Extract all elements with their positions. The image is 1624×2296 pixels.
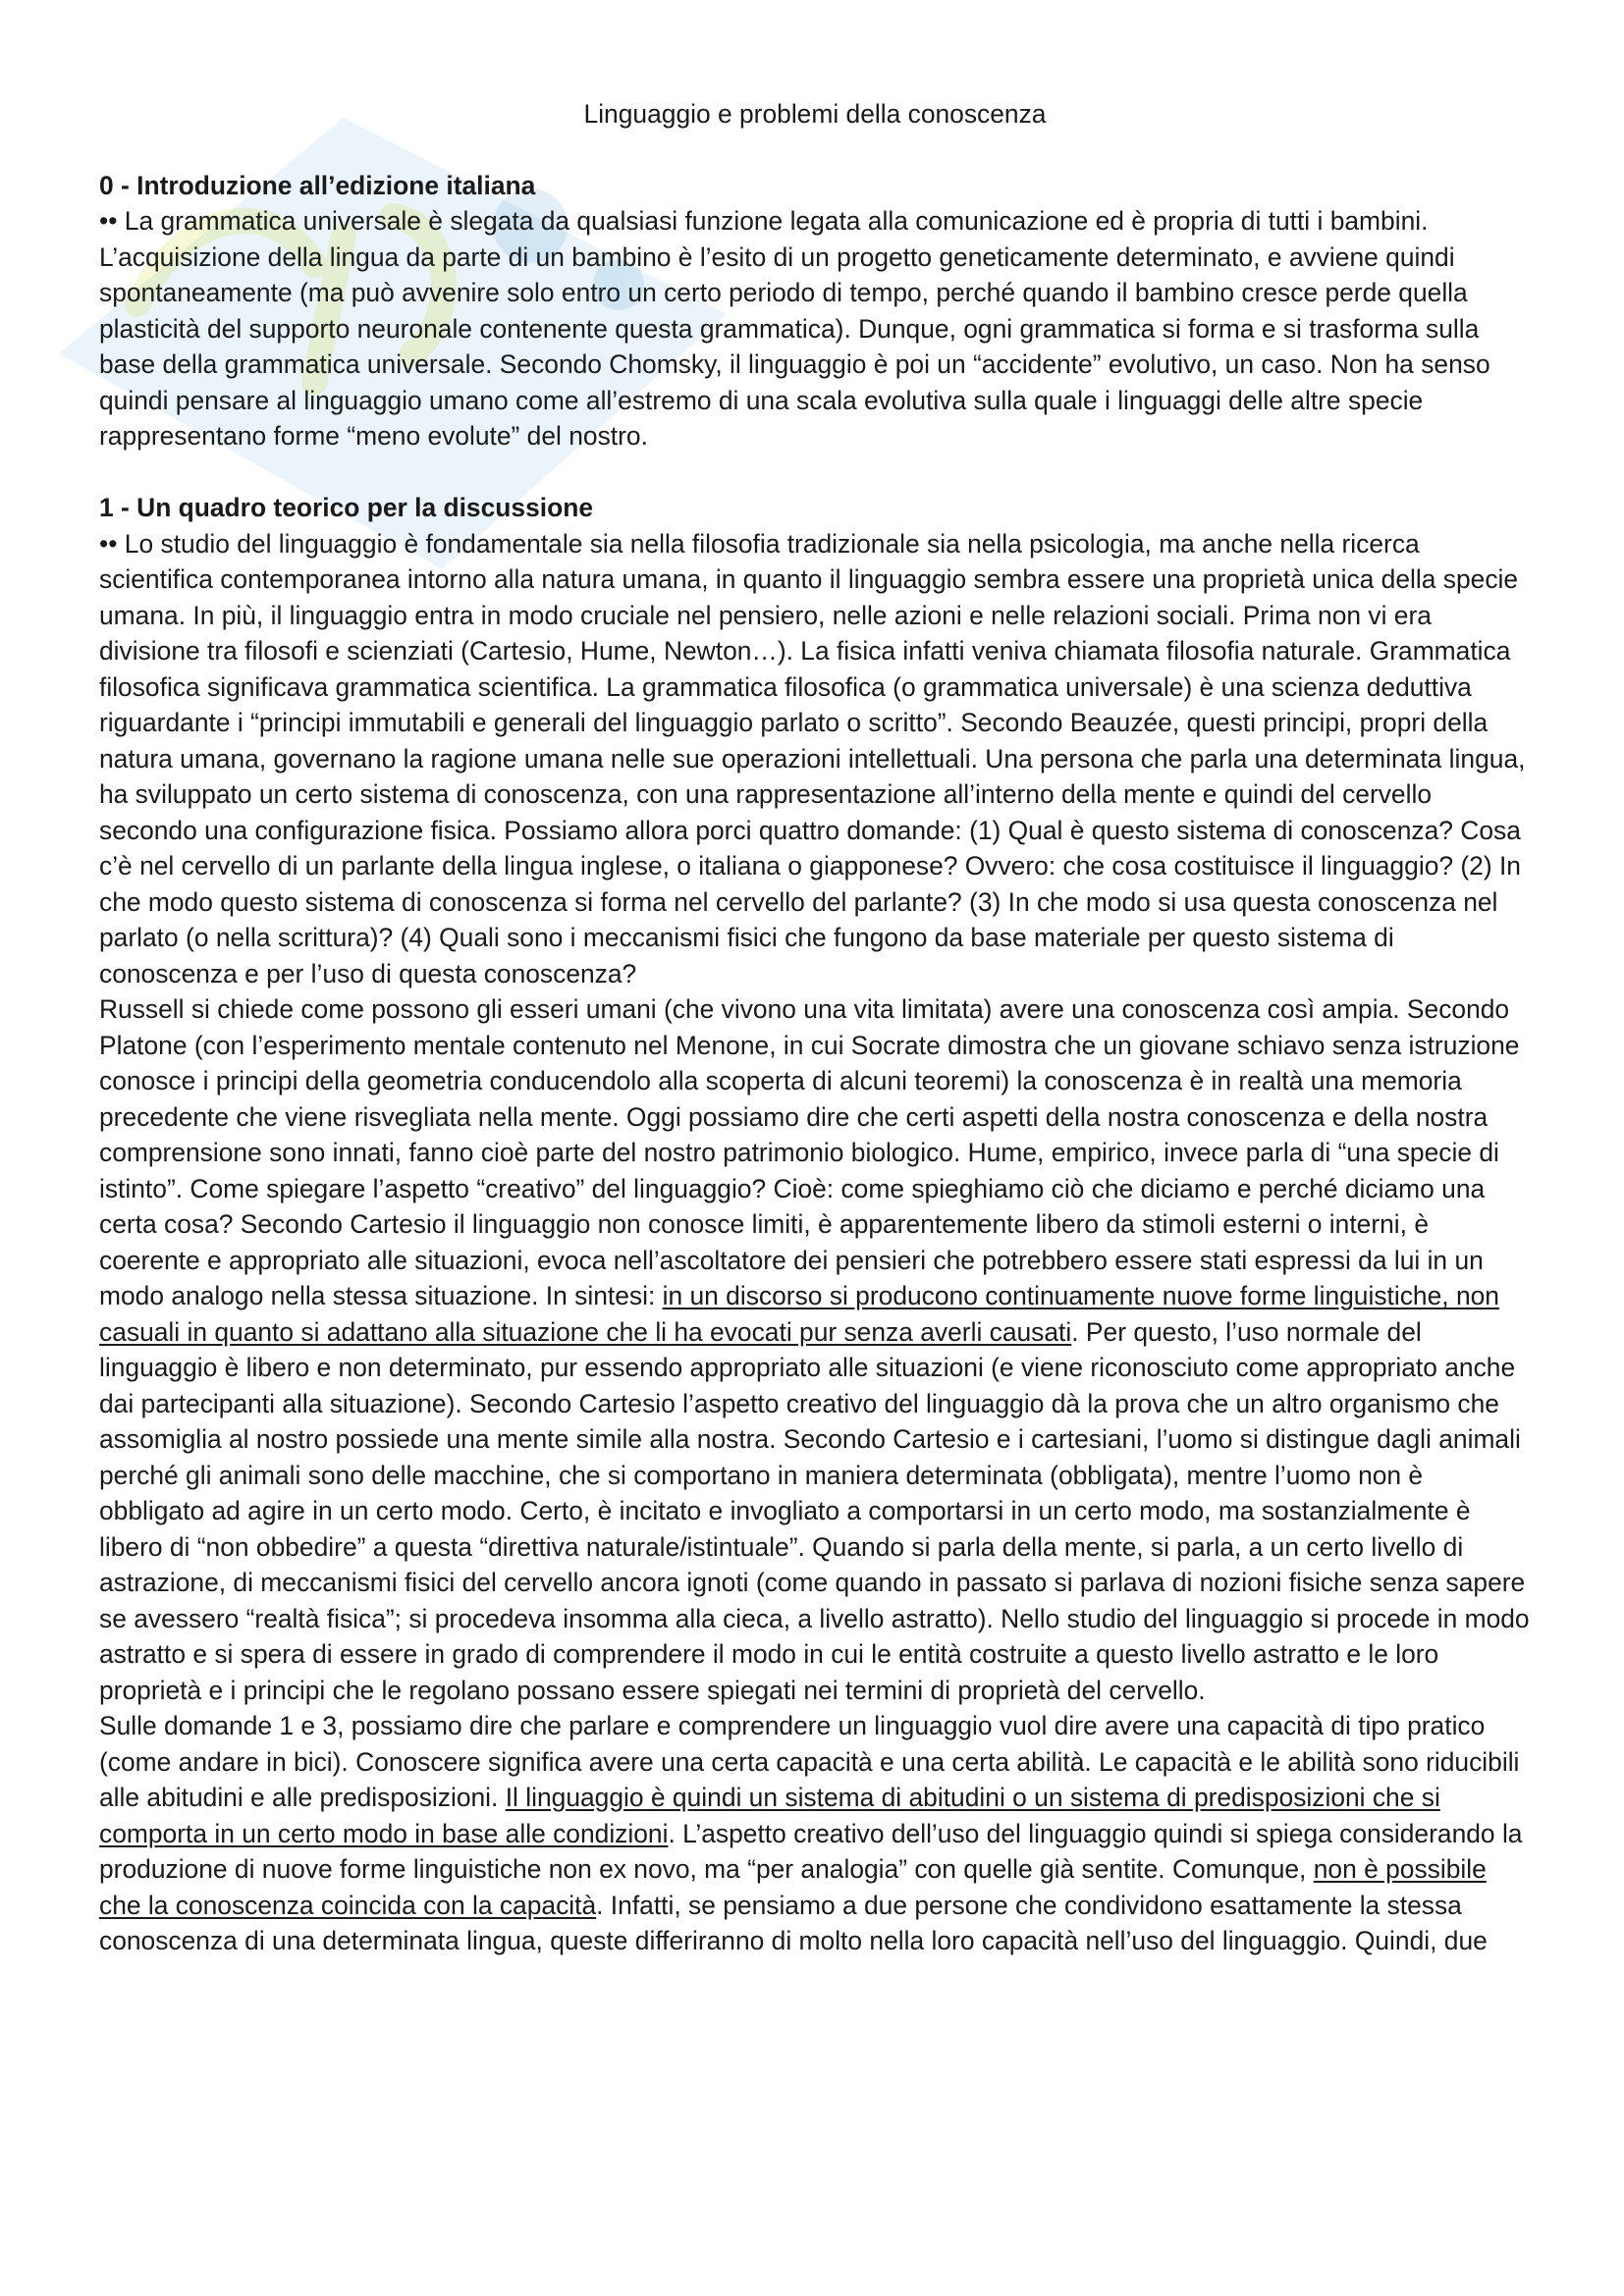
section-1-paragraph-3 [99,1708,1531,1959]
section-1-heading: 1 - Un quadro teorico per la discussione [99,493,593,522]
paragraph-3-text-b: . L’aspetto creativo dell’uso del linguaggio quindi si spiega considerando la produzione di nuove forme linguistiche non ex novo, ma “per analogia” con quelle già sentite. Comunque, [99,1818,1523,1884]
underlined-passage-3: non è possibile che la conoscenza coincida con la capacità [99,1854,1487,1920]
document-page [99,96,1531,1959]
section-1-paragraph-1: •• Lo studio del linguaggio è fondamentale sia nella filosofia tradizionale sia nella psicologia, ma anche nella ricerca scientifica contemporanea intorno alla natura umana, in quanto il linguaggio sembra essere una proprietà unica della specie umana. In più, il linguaggio entra in modo cruciale nel pensiero, nelle azioni e nelle relazioni sociali. Prima non vi era divisione tra filosofi e scienziati (Cartesio, Hume, Newton…). La fisica infatti veniva chiamata filosofia naturale. Grammatica filosofica significava grammatica scientifica. La grammatica filosofica (o grammatica universale) è una scienza deduttiva riguardante i “principi immutabili e generali del linguaggio parlato o scritto”. Secondo Beauzée, questi principi, propri della natura umana, governano la ragione umana nelle sue operazioni intellettuali. Una persona che parla una determinata lingua, ha sviluppato un certo sistema di conoscenza, con una rappresentazione all’interno della mente e quindi del cervello secondo una configurazione fisica. Possiamo allora porci quattro domande: (1) Qual è questo sistema di conoscenza? Cosa c’è nel cervello di un parlante della lingua inglese, o italiana o giapponese? Ovvero: che cosa costituisce il linguaggio? (2) In che modo questo sistema di conoscenza si forma nel cervello del parlante? (3) In che modo si usa questa conoscenza nel parlato (o nella scrittura)? (4) Quali sono i meccanismi fisici che fungono da base materiale per questo sistema di conoscenza e per l’uso di questa conoscenza? [99,528,1526,988]
section-spacer [99,454,1531,491]
paragraph-2-text-a: Russell si chiede come possono gli esseri umani (che vivono una vita limitata) avere una conoscenza così ampia. Secondo Platone (con l’esperimento mentale contenuto nel Menone, in cui Socrate dimostra che un giovane schiavo senza istruzione conosce i principi della geometria conducendolo alla scoperta di alcuni teoremi) la conoscenza è in realtà una memoria precedente che viene risvegliata nella mente. Oggi possiamo dire che certi aspetti della nostra conoscenza e della nostra comprensione sono innati, fanno cioè parte del nostro patrimonio biologico. Hume, empirico, invece parla di “una specie di istinto”. Come spiegare l’aspetto “creativo” del linguaggio? Cioè: come spieghiamo ciò che diciamo e perché diciamo una certa cosa? Secondo Cartesio il linguaggio non conosce limiti, è apparentemente libero da stimoli esterni o interni, è coerente e appropriato alle situazioni, evoca nell’ascoltatore dei pensieri che potrebbero essere stati espressi da lui in un modo analogo nella stessa situazione. In sintesi: [99,994,1520,1310]
section-0-heading: 0 - Introduzione all’edizione italiana [99,170,536,200]
paragraph-3-text-a: Sulle domande 1 e 3, possiamo dire che parlare e comprendere un linguaggio vuol dire avere una capacità di tipo pratico (come andare in bici). Conoscere significa avere una certa capacità e una certa abilità. Le capacità e le abilità sono riducibili alle abitudini e alle predisposizioni. [99,1711,1520,1812]
section-0-paragraph: •• La grammatica universale è slegata da qualsiasi funzione legata alla comunicazione ed è propria di tutti i bambini. L’acquisizione della lingua da parte di un bambino è l’esito di un progetto geneticamente determinato, e avviene quindi spontaneamente (ma può avvenire solo entro un certo periodo di tempo, perché quando il bambino cresce perde quella plasticità del supporto neuronale contenente questa grammatica). Dunque, ogni grammatica si forma e si trasforma sulla base della grammatica universale. Secondo Chomsky, il linguaggio è poi un “accidente” evolutivo, un caso. Non ha senso quindi pensare al linguaggio umano come all’estremo di una scala evolutiva sulla quale i linguaggi delle altre specie rappresentano forme “meno evolute” del nostro. [99,206,1490,451]
paragraph-2-text-b: . Per questo, l’uso normale del linguaggio è libero e non determinato, pur essendo appropriato alle situazioni (e viene riconosciuto come appropriato anche dai partecipanti alla situazione). Secondo Cartesio l’aspetto creativo del linguaggio dà la prova che un altro organismo che assomiglia al nostro possiede una mente simile alla nostra. Secondo Cartesio e i cartesiani, l’uomo si distingue dagli animali perché gli animali sono delle macchine, che si comportano in maniera determinata (obbligata), mentre l’uomo non è obbligato ad agire in un certo modo. Certo, è incitato e invogliato a comportarsi in un certo modo, ma sostanzialmente è libero di “non obbedire” a questa “direttiva naturale/istintuale”. Quando si parla della mente, si parla, a un certo livello di astrazione, di meccanismi fisici del cervello ancora ignoti (come quando in passato si parlava di nozioni fisiche senza sapere se avessero “realtà fisica”; si procedeva insomma alla cieca, a livello astratto). Nello studio del linguaggio si procede in modo astratto e si spera di essere in grado di comprendere il modo in cui le entità costruite a questo livello astratto e le loro proprietà e i principi che le regolano possano essere spiegati nei termini di proprietà del cervello. [99,1316,1530,1705]
document-title: Linguaggio e problemi della conoscenza [583,99,1047,129]
section-1-paragraph-2 [99,991,1531,1708]
underlined-passage-2: Il linguaggio è quindi un sistema di abitudini o un sistema di predisposizioni che si comporta in un certo modo in base alle condizioni [99,1783,1440,1848]
paragraph-3-text-c: . Infatti, se pensiamo a due persone che condividono esattamente la stessa conoscenza di una determinata lingua, queste differiranno di molto nella loro capacità nell’uso del linguaggio. Quindi, due [99,1890,1488,1955]
underlined-passage-1: in un discorso si producono continuamente nuove forme linguistiche, non casuali in quanto si adattano alla situazione che li ha evocati pur senza averli causati [99,1281,1499,1347]
